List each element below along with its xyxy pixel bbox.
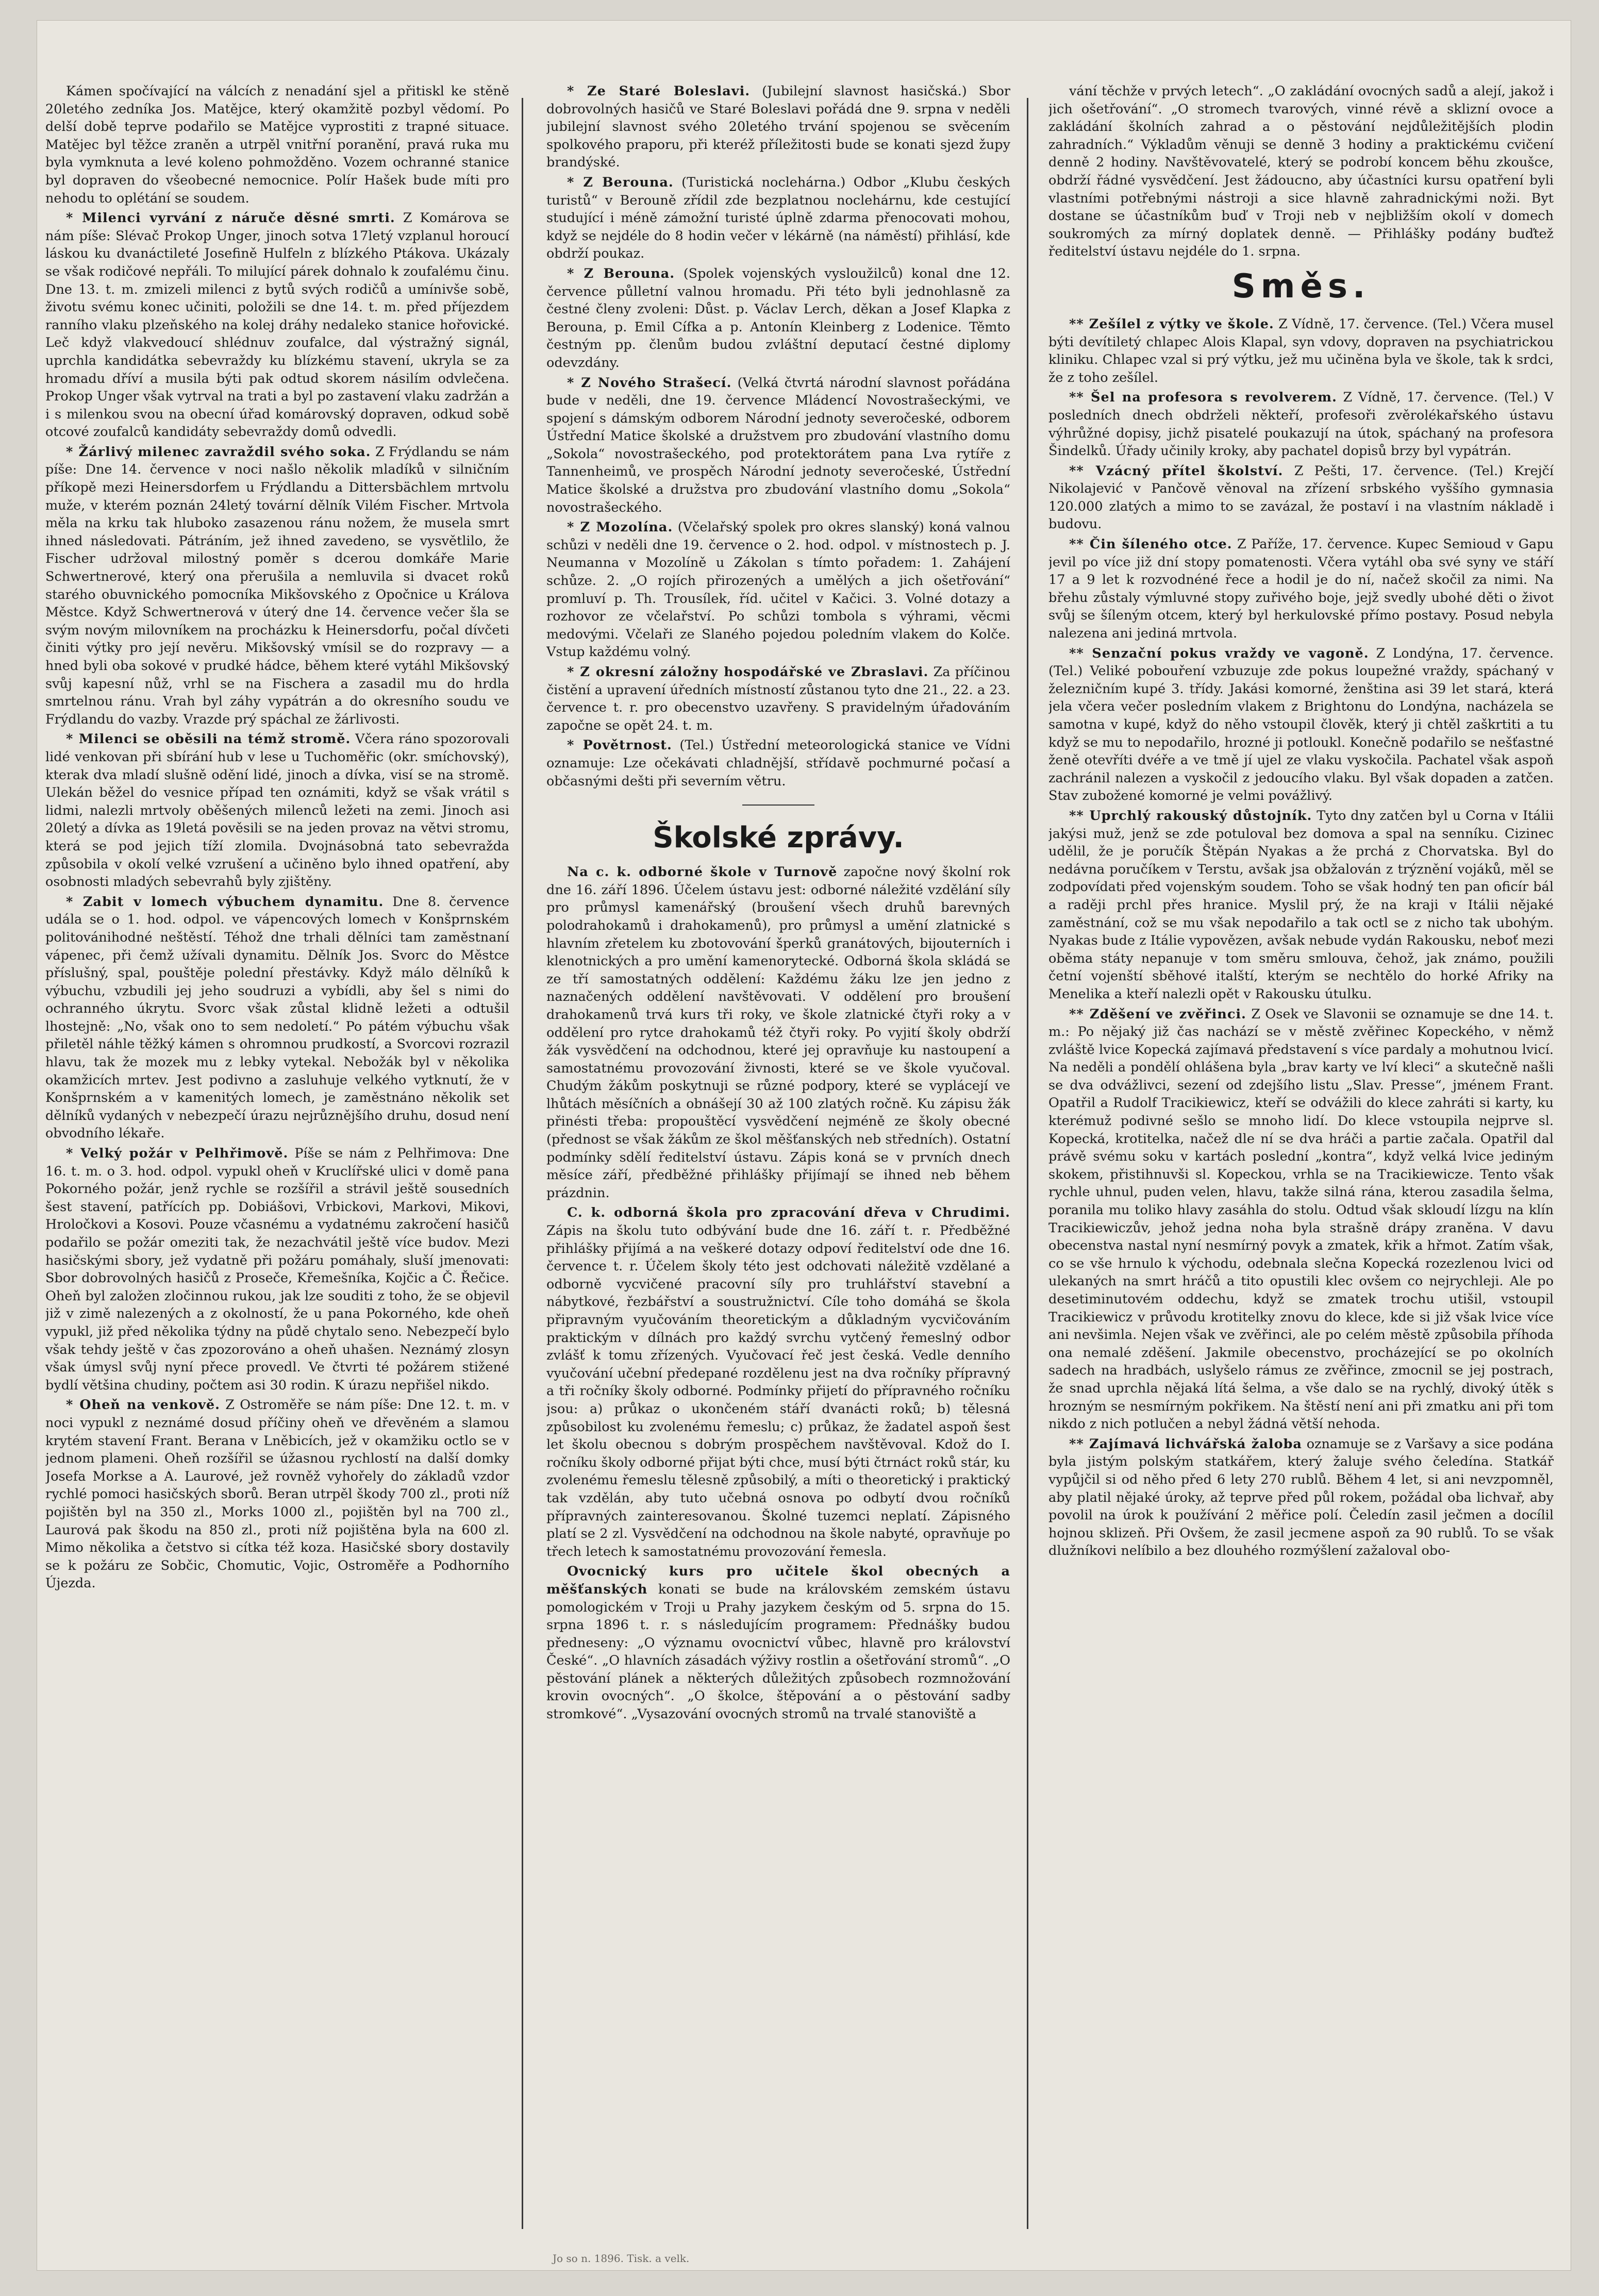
article: * Z Nového Strašecí. (Velká čtvrtá národní slavnost pořádána bude v neděli, dne 19. července Mládencí Novostrašeckými, ve spojení s dámským odborem Národní jednoty severočeské, odborem Ústřední Matice školské a družstvem pro zbudování vlastního domu „Sokola“ novostrašeckého, pod protektorátem pana Lva rytíře z Tannenheimů, ve prospěch Národní jednoty severočeské, Ústřední Matice školské a družstva pro zbudování vlastního domu „Sokola“ novostrašeckého. — [546, 375, 1010, 515]
column-right — [1048, 82, 1554, 2239]
article: * Milenci vyrvání z náruče děsné smrti. Z Komárova se nám píše: Slévač Prokop Unger, jinoch sotva 17letý vzplanul horoucí láskou ku dvanáctileté Josefině Hulfeln z blízkého Ptákova. Ukázaly se však rodičové nepřáli. To milující párek dohnalo k zoufalému činu. Dne 13. t. m. zmizeli milenci z bytů svých rodičů a umínivše sobě, životu svému konec učiniti, položili se dne 14. t. m. před příjezdem ranního vlaku plzeňského na kolej dráhy nedaleko stanice hořovické. Leč když vlakvedoucí shlédnuv zoufalce, dal výstražný signál, uprchla kandidátka sebevraždy ku blízkému stavení, ukryla se za hromadu dříví a musila býti pak odtud skorem násilím odvlečena. Prokop Unger však vytrval na trati a byl po zastavení vlaku zadržán a i s milenkou svou na obecní úřad komárovský dopraven, odkud sobě otcové zoufalců kandidáty sebevraždy domů odvedli. — [45, 210, 509, 440]
article-continuation: Kámen spočívající na válcích z nenadání sjel a přitiskl ke stěně 20letého zedníka Jos. Matějce, který okamžitě pozbyl vědomí. Po delší době teprve podařilo se Matějce vyprostiti z trapné situace. Matějec byl těžce zraněn a utrpěl vnitřní poranění, pravá ruka mu byla vymknuta a levé koleno pohmožděno. Vozem ochranné stanice byl dopraven do všeobecné nemocnice. Polír Hašek bude míti pro nehodu to oplétání se soudem. — [45, 83, 509, 206]
article: ** Senzační pokus vraždy ve vagoně. Z Londýna, 17. července. (Tel.) Veliké pobouření vzbuzuje zde pokus loupežné vraždy, spáchaný v železničním kupé 3. třídy. Jakási komorné, ženština asi 39 let stará, která jela včera večer posledním vlakem z Brightonu do Londýna, nacházela se samotna v kupé, když do něho vstoupil člověk, který ji chtěl zaškrtiti a tu když se mu to nepodařilo, hrozné ji potloukl. Konečně podařilo se nešťastné ženě otevříti dvéře a ve tmě jí ujel ze vlaku vyskočila. Pachatel však aspoň zachránil nalezen a vyskočil z jedoucího vlaku. Byl však dopaden a zatčen. Stav zubožené komorné je velmi povážlivý. — [1048, 645, 1554, 804]
page-footer — [37, 2247, 1571, 2270]
article: * Z Mozolína. (Včelařský spolek pro okres slanský) koná valnou schůzi v neděli dne 19. července o 2. hod. odpol. v místnostech p. J. Neumanna v Mozolíně u Zákolan s tímto pořadem: 1. Zahájení schůze. 2. „O rojích přirozených a umělých a jich ošetřování“ promluví p. Th. Trousílek, říd. učitel v Kačici. 3. Volné dotazy a rozhovor ze včelařství. Po schůzi tombola s výhrami, věcmi medovými. Včelaři ze Slaného pojedou poledním vlakem do Kolče. Vstup každému volný. — [546, 519, 1010, 660]
article: ** Šel na profesora s revolverem. Z Vídně, 17. července. (Tel.) V posledních dnech obdrželi někteří, profesoři zvěrolékařského ústavu výhrůžné dopisy, jichž pisatelé poukazují na útok, spáchaný na profesora Šindelků. Úřady učinily kroky, aby pachatel dopisů brzy byl vypátrán. — [1048, 390, 1554, 459]
article-continuation: vání těchže v prvých letech“. „O zakládání ovocných sadů a alejí, jakož i jich ošetřování“. „O stromech tvarových, vinné révě a sklizní ovoce a zakládání školních zahrad a o pěstování nejdůležitějších plodin zahradních.“ Výkladům věnuji se denně 3 hodiny a praktickému cvičení denně 2 hodiny. Navštěvovatelé, který se podrobí koncem běhu zkoušce, obdrží řádné vysvědčení. Jest žádoucno, aby účastníci kursu opatření byli vlastními potřebnými nástroji a sice hlavně zahradnickými noži. Byt dostane se účastníkům buď v Troji neb v nejbližším okolí v domech soukromých za mírný doplatek denně. — Přihlášky podány buďtež ředitelství ústavu nejdéle do 1. srpna. — [1048, 83, 1554, 260]
article: * Zabit v lomech výbuchem dynamitu. Dne 8. července udála se o 1. hod. odpol. ve vápencových lomech v Konšprnském politovánihodné neštěstí. Téhož dne trhali dělníci tam zaměstnaní vápenec, při čemž užívali dynamitu. Dělník Jos. Svorc do Městce příslušný, spal, pouštěje polední přestávky. Když málo dělníků k výbuchu, vzbudili jej jeho soudruzi a vybídli, aby šel s nimi do ochranného úkrytu. Svorc však zůstal klidně ležeti a odtušil lhostejně: „No, však ono to sem nedoletí.“ Po pátém výbuchu však přiletěl náhle těžký kámen s ohromnou prudkostí, a Svorcovi rozrazil hlavu, tak že mozek mu z lebky vytekal. Nebožák byl v několika okamžicích mrtev. Jest podivno a zasluhuje velkého vytknutí, že v Konšprnském a v kamenitých lomech, je zaměstnáno několik set dělníků vydaných v nebezpečí úrazu nejrůznějšího druhu, dosud není obvodního lékaře. — [45, 894, 509, 1142]
section-title: Směs. — [1231, 267, 1371, 306]
section-divider — [742, 805, 814, 806]
article: ** Zešílel z výtky ve škole. Z Vídně, 17. července. (Tel.) Včera musel býti devítiletý chlapec Alois Klapal, syn vdovy, dopraven na psychiatrickou kliniku. Chlapec vzal si prý výtku, jež mu učiněna byla ve škole, tak k srdci, že z toho zešílel. — [1048, 316, 1554, 386]
article: ** Vzácný přítel školství. Z Pešti, 17. července. (Tel.) Krejčí Nikolajević v Pančově věnoval na zřízení srbského vyššího gymnasia 120.000 zlatých a mimo to se zavázal, že postaví i na vlastním nákladě i budovu. — [1048, 463, 1554, 532]
column-divider — [522, 98, 523, 2229]
column-middle — [546, 82, 1010, 2239]
column-left — [45, 82, 509, 2239]
article: C. k. odborná škola pro zpracování dřeva v Chrudimi. Zápis na školu tuto odbývání bude dne 16. září t. r. Předběžné přihlášky přijímá a na veškeré dotazy odpoví ředitelství ode dne 16. července t. r. Účelem školy této jest odchovati náležitě vzdělané a odborně vycvičené pracovní síly pro truhlářství stavební a nábytkové, řezbářství a soustružnictví. Cíle toho domáhá se škola připravným vyučováním theoretickým a důkladným vycvičováním praktickým v dílnách pro každý svrchu vytčený řemeslný odbor zvlášť k tomu zřízených. Vyučovací řeč jest česká. Vedle denního vyučování učební předepané rozdělenu jest na dva ročníky přípravný a tři ročníky školy odborné. Podmínky přijetí do přípravného ročníku jsou: a) průkaz o ukončeném stáří dvanácti roků; b) tělesná způsobilost ku zvolenému řemeslu; c) průkaz, že žadatel aspoň šest let školu obecnou s dobrým prospěchem navštěvoval. Kdož do I. ročníku školy odborné přijat býti chce, musí býti čtrnáct roků stár, ku zvolenému řemeslu tělesně způsobilý, a míti o theoretický i praktický tak vzdělán, aby tuto učebná osnova po odbytí dvou ročníků přípravných zainteresovanou. Školné tuzemci neplatí. Zápisného platí se 2 zl. Vysvědčení na odchodnou na škole nabyté, opravňuje po třech letech k samostatnému provozování řemesla. — [546, 1205, 1010, 1560]
article: * Milenci se oběsili na témž stromě. Včera ráno spozorovali lidé venkovan při sbírání hub v lese u Tuchoměřic (okr. smíchovský), kterak dva mladí slušně odění lidé, jinoch a dívka, visí se na stromě. Ulekán běžel do vesnice případ ten oznámiti, když se však vrátil s lidmi, nalezli mrtvoly oběšených milenců ležeti na zemi. Jinoch asi 20letý a dívka as 19letá pověsili se na jeden provaz na větvi stromu, která se pod jejich tíží zlomila. Dvojnásobná tato sebevražda způsobila v okolí velké vzrušení a učiněno bylo ihned opatření, aby osobnosti mladých sebevrahů byly zjištěny. — [45, 731, 509, 890]
section-title: Školské zprávy. — [653, 821, 904, 855]
article: * Z Berouna. (Spolek vojenských vysloužilců) konal dne 12. července půlletní valnou hromadu. Při této byli jednohlasně za čestné členy zvoleni: Důst. p. Václav Lerch, děkan a Josef Klapka z Berouna, p. Emil Cífka a p. Antonín Kleinberg z Lodenice. Těmto čestným pp. členům budou zvláštní deputací čestné diplomy odevzdány. — [546, 265, 1010, 371]
footer-imprint: Jo so n. 1896. Tisk. a velk. — [553, 2252, 690, 2265]
article: ** Zděšení ve zvěřinci. Z Osek ve Slavonii se oznamuje se dne 14. t. m.: Po nějaký již čas nachází se v městě zvěřinec Kopeckého, v němž zvláště lvice Kopecká zajímavá představení s více pardaly a mohutnou lvicí. Na neděli a pondělí ohlášena byla „brav karty ve lví kleci“ a skutečně našli se dva odvážlivci, sezení od zdejšího listu „Slav. Presse“, jménem Frant. Opatřil a Rudolf Tracikiewicz, kteří se odvážili do klece zahráti si karty, ku kterémuž podivné sešlo se mnoho lidí. Do klece vstoupila nejprve sl. Kopecká, krotitelka, načež dle ní se dva hráči a partie začala. Opatřil dal právě svému soku v kartách poslední „kontra“, když velká lvice jediným skokem, přistihnuvši sl. Kopeckou, vrhla se na Tracikiewicze. Tento však rychle uhnul, puden velen, hlavu, takže silná rána, kterou zasadila šelma, poranila mu toliko hlavy zasáhla do stolu. Odtud však skloudí lízgu na klín Tracikiewiczův, jehož jedna noha byla strašně drápy zraněna. V davu obecenstva nastal nyní nesmírný povyk a zmatek, křik a hřmot. Zatím však, co se vše hrnulo k východu, odebnala slečna Kopecká rozezlenou lvici od ulekaných na smrt hráčů a tito opustili klec ovšem co nejrychleji. Ale po desetiminutovém oddechu, když se zmatek trochu utišil, vstoupil Tracikiewicz v průvodu krotitelky znovu do klece, kde si již však lvice více ani nevšimla. Nejen však ve zvěřinci, ale po celém městě způsobila příhoda ona nemalé zděšení. Jakmile obecenstvo, procházející se po okolních sadech na hradbách, uslyšelo rámus ze zvěřince, zmocnil se jej postrach, že snad uprchla nějaká lítá šelma, a vše dalo se na rychlý, divoký útěk s hrozným se nesmírným pokřikem. Na štěstí není ani při zmatku ani při tom nikdo z nich potlučen a nebyl žádná větší nehoda. — [1048, 1006, 1554, 1432]
article: ** Zajímavá lichvářská žaloba oznamuje se z Varšavy a sice podána byla jistým polským statkářem, který žaluje svého čeledína. Statkář vypůjčil si od něho před 6 lety 270 rublů. Během 4 let, si ani nevzpomněl, aby platil nějaké úroky, až teprve před půl rokem, požádal oba lichvař, aby povolil na úrok k používání 2 měřice polí. Čeledín zasil ječmen a docílil hojnou sklizeň. Při Ovšem, že zasil jecmene aspoň za 90 rublů. To se však dlužníkovi nelíbilo a bez dlouhého rozmýšlení zažaloval obo- — [1048, 1436, 1554, 1559]
article: * Velký požár v Pelhřimově. Píše se nám z Pelhřimova: Dne 16. t. m. o 3. hod. odpol. vypukl oheň v Kruclířské ulici v domě pana Pokorného požár, jenž rychle se rozšířil a strávil ještě sousedních šest stavení, patřících pp. Dobiášovi, Vrbickovi, Markovi, Mikovi, Hroločkovi a Kosovi. Pouze včasnému a vydatnému zakročení hasičů podařilo se požár omeziti tak, že nezachvátil ještě více budov. Mezi hasičskými sbory, jež vydatně při požáru pomáhaly, sluší jmenovati: Sbor dobrovolných hasičů z Proseče, Křemešníka, Kojčic a Č. Řečice. Oheň byl založen zločinnou rukou, jak lze souditi z toho, že se objevil již v zimě nalezených a z okolností, že u pana Pokorného, kde oheň vypukl, již před několika týdny na půdě chytalo seno. Nebezpečí bylo však tehdy ještě v čas zpozorováno a oheň uhašen. Neznámý zlosyn však úmysl svůj nyní přece provedl. Ve čtvrti té požárem stižené bydlí většina chudiny, počtem asi 30 rodin. K úrazu nepřišel nikdo. — [45, 1146, 509, 1393]
article: * Ze Staré Boleslavi. (Jubilejní slavnost hasičská.) Sbor dobrovolných hasičů ve Staré Boleslavi pořádá dne 9. srpna v neděli jubilejní slavnost svého 20letého trvání spojenou se svěcením spolkového praporu, při kteréž příležitosti bude se konati sjezd župy brandýské. — [546, 83, 1010, 171]
article: * Žárlivý milenec zavraždil svého soka. Z Frýdlandu se nám píše: Dne 14. července v noci našlo několik mladíků v silničním příkopě mezi Heinersdorfem u Frýdlandu a Dittersbächlem mrtvolu muže, v kterém poznán 24letý tovární dělník Vilém Fischer. Mrtvola měla na krku tak hluboko zasazenou ránu nožem, že musela smrt ihned následovati. Pátráním, jež ihned zavedeno, se vysvětlilo, že Fischer udržoval milostný poměr s dcerou domkáře Marie Schwertnerové, který ona přerušila a nemluvila si dvacet roků starého obuvnického pomocníka Mikšovského z Opočnice u Králova Městce. Když Schwertnerová v úterý dne 14. července večer šla se svým novým milovníkem na procházku k Heinersdorfu, počal dívčeti činiti výtky pro její nevěru. Mikšovský vmísil se do rozpravy — a hned byli oba sokové v prudké hádce, během které vytáhl Mikšovský svůj kapesní nůž, vrhl se na Fischera a zasadil mu do hrdla smrtelnou ránu. Vrah byl záhy vypátrán a do okresního soudu ve Frýdlandu do vazby. Vrazde prý spáchal ze žárlivosti. — [45, 444, 509, 727]
article: Ovocnický kurs pro učitele škol obecných a měšťanských konati se bude na královském zemském ústavu pomologickém v Troji u Prahy jazykem českým od 5. srpna do 15. srpna 1896 t. r. s následujícím programem: Přednášky budou předneseny: „O významu ovocnictví vůbec, hlavně pro království České“. „O hlavních zásadách výživy rostlin a ošetřování stromů“. „O pěstování plánek a některých důležitých způsobech rozmnožování krovin ovocných“. „O školce, štěpování a o pěstování sadby stromkové“. „Vysazování ovocných stromů na trvalé stanoviště a — [546, 1564, 1010, 1722]
column-divider — [1027, 98, 1028, 2229]
article: * Z okresní záložny hospodářské ve Zbraslavi. Za příčinou čistění a upravení úředních místností zůstanou tyto dne 21., 22. a 23. července t. r. pro obecenstvo uzavřeny. S pravidelným úřadováním započne se opět 24. t. m. — [546, 664, 1010, 733]
article: * Z Berouna. (Turistická noclehárna.) Odbor „Klubu českých turistů“ v Berouně zřídil zde bezplatnou noclehárnu, kde cestující studující i méně zámožní turisté úplně zdarma přenocovati mohou, když se nejdéle do 8 hodin večer v lékárně (na náměstí) přihlásí, kde obdrží poukaz. — [546, 174, 1010, 262]
article: * Povětrnost. (Tel.) Ústřední meteorologická stanice ve Vídni oznamuje: Lze očekávati chladnější, střídavě pochmurné počasí a občasnými dešti při severním větru. — [546, 738, 1010, 789]
newspaper-page — [37, 21, 1571, 2270]
article: * Oheň na venkově. Z Ostroměře se nám píše: Dne 12. t. m. v noci vypukl z neznámé dosud příčiny oheň ve dřevěném a slamou krytém stavení Frant. Berana v Lněbicích, jež v okamžiku octlo se v jednom plameni. Oheň rozšířil se úžasnou rychlostí na další domky Josefa Morkse a A. Laurové, jež rovněž vyhořely do základů vzdor rychlé pomoci hasičských sborů. Beran utrpěl škody 700 zl., proti níž pojištěn byl na 350 zl., Morks 1000 zl., pojištěn byl na 700 zl., Laurová pak škodu na 850 zl., proti níž pojištěna byla na 600 zl. Mimo několika a četstvo si cítka též koza. Hasičské sbory dostavily se k požáru ze Sobčic, Chomutic, Vojic, Ostroměře a Podhorního Újezda. — [45, 1397, 509, 1591]
article: Na c. k. odborné škole v Turnově započne nový školní rok dne 16. září 1896. Účelem ústavu jest: odborné náležité vzdělání síly pro průmysl kamenářský (broušení všech druhů barevných polodrahokamů i drahokamenů), pro průmysl a umění zlatnické s hlavním zřetelem ku zbotovování šperků granátových, bijouterních i klenotnických a pro umění kamenorytecké. Odborná škola skládá se ze tří samostatných oddělení: Každému žáku lze jen jedno z naznačených oddělení navštěvovati. V oddělení pro broušení drahokamenů trvá kurs tři roky, ve škole zlatnické čtyři roky a v oddělení pro rytce drahokamů též čtyři roky. Po vyjití školy obdrží žák vysvědčení na odchodnou, které jej opravňuje ku nastoupení a samostatnému provozování živnosti, které se ve škole vyučoval. Chudým žákům poskytnuji se různé podpory, které se vyplácejí ve lhůtách měsíčních a obnášejí 30 až 100 zlatých ročně. Ku zápisu žák přinésti třeba: propouštěcí vysvědčení nejméně ze školy obecné (přednost se však žákům ze škol měšťanských neb středních). Ostatní podmínky sdělí ředitelství ústavu. Zápis koná se v prvních dnech měsíce září, předběžné přihlášky přijímají se ihned neb během prázdnin. — [546, 864, 1010, 1201]
article: ** Čin šíleného otce. Z Paříže, 17. července. Kupec Semioud v Gapu jevil po více již dní stopy pomatenosti. Včera vytáhl oba své syny ve stáří 17 a 9 let k rozvodnéné řece a hodil je do ní, načež skočil za nimi. Na břehu zůstaly výmluvné stopy zuřivého boje, jejž svedly ubohé děti o život svůj se šíleným otcem, který byl herkulovské přímo postavy. Posud nebyla nalezena ani jediná mrtvola. — [1048, 537, 1554, 642]
article: ** Uprchlý rakouský důstojník. Tyto dny zatčen byl u Corna v Itálii jakýsi muž, jenž se zde potuloval bez domova a spal na senníku. Cizinec udělil, že je poručík Štěpán Nyakas a že prchá z Chorvatska. Byl do nedávna poručíkem v Terstu, avšak jsa obžalován z trýznění vojáků, měl se zodpovídati před vojenským soudem. Toho se však hodný ten pan oficír bál a raději prchl přes hranice. Myslil prý, že na kraji v Itálii nějaké zaměstnání, což se mu však nepodařilo a tak octl se z nicho tak ubohým. Nyakas bude z Itálie vypovězen, avšak nebude vydán Rakousku, neboť mezi oběma státy nepanuje v tom směru smlouva, čehož, jak známo, použili četní vojenští sběhové italští, kterým se nechtělo do horké Afriky na Menelika a kteří nalezli opět v Rakousku útulku. — [1048, 808, 1554, 1002]
